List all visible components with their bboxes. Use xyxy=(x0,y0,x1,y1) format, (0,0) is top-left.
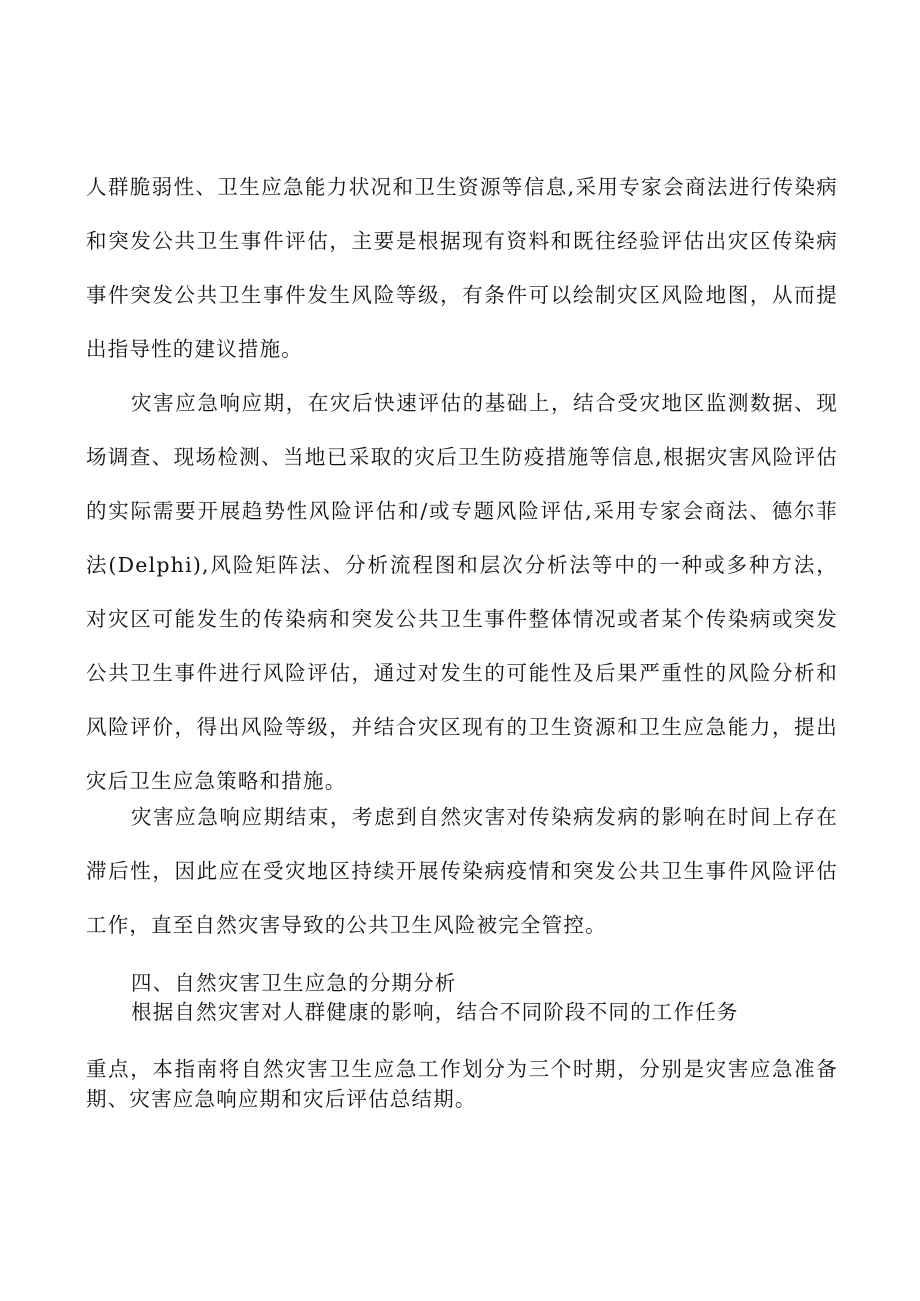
paragraph-response-period-assessment: 灾害应急响应期，在灾后快速评估的基础上，结合受灾地区监测数据、现场调查、现场检测、当地已采取的灾后卫生防疫措施等信息,根据灾害风险评估的实际需要开展趋势性风险评估和/或专题风险评估,采用专家会商法、德尔菲法(Delphi),风险矩阵法、分析流程图和层次分析法等中的一种或多种方法，对灾区可能发生的传染病和突发公共卫生事件整体情况或者某个传染病或突发公共卫生事件进行风险评估，通过对发生的可能性及后果严重性的风险分析和风险评价，得出风险等级，并结合灾区现有的卫生资源和卫生应急能力，提出灾后卫生应急策略和措施。 xyxy=(86,391,838,793)
paragraph-risk-assessment-info: 人群脆弱性、卫生应急能力状况和卫生资源等信息,采用专家会商法进行传染病和突发公共卫生事件评估，主要是根据现有资料和既往经验评估出灾区传染病事件突发公共卫生事件发生风险等级，有条件可以绘制灾区风险地图，从而提出指导性的建议措施。 xyxy=(86,175,838,361)
paragraph-phase-division: 重点，本指南将自然灾害卫生应急工作划分为三个时期，分别是灾害应急准备期、灾害应急响应期和灾后评估总结期。 xyxy=(86,1057,838,1111)
paragraph-phase-intro-line: 根据自然灾害对人群健康的影响，结合不同阶段不同的工作任务 xyxy=(131,1000,739,1024)
paragraph-post-response-assessment: 灾害应急响应期结束，考虑到自然灾害对传染病发病的影响在时间上存在滞后性，因此应在受灾地区持续开展传染病疫情和突发公共卫生事件风险评估工作，直至自然灾害导致的公共卫生风险被完全管控。 xyxy=(86,805,838,937)
section-heading-4: 四、自然灾害卫生应急的分期分析 xyxy=(131,971,457,995)
